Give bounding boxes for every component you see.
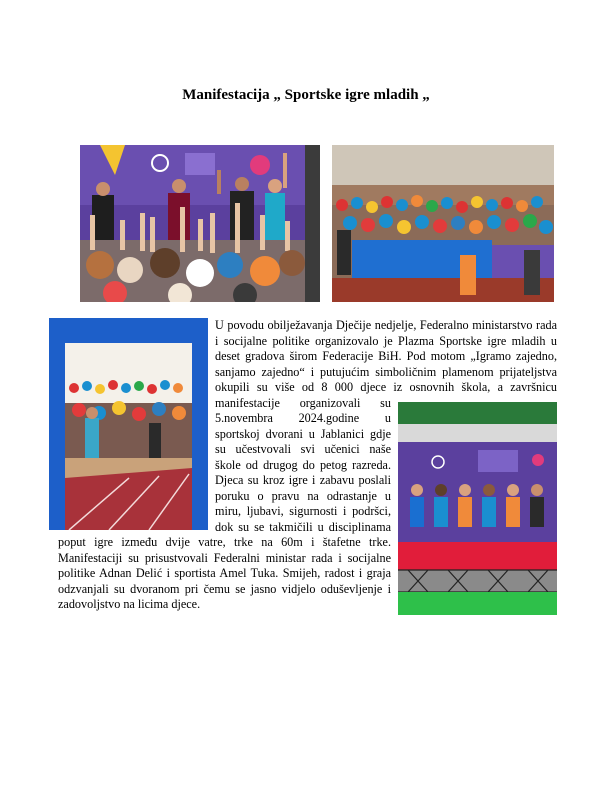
article-line-5: okupili su više od 8 000 djece iz osnovnih škola, a završnicu [215,380,557,394]
page-title: Manifestacija „ Sportske igre mladih „ [182,87,430,103]
article-line-19: zadovoljstvo na licima djece. [58,597,201,611]
article-line-18: odzvanjali su dvoranom pri čemu se jasno vidjelo oduševljenje i [58,581,391,596]
article-line-13: miru, ljubavi, sigurnosti i podršci, [215,504,391,518]
article-line-11: Djeca su kroz igre i zabavu poslali [215,473,391,487]
article-line-6: manifestacije organizovali su [215,395,391,410]
article-line-8: sportskoj dvorani u Jablanici gdje [215,426,391,441]
article-line-16: Manifestaciji su prisustvovali Federalni ministar rada i socijalne [58,550,391,565]
article-line-15: poput igre između dvije vatre, trke na 60m i štafetne trke. [58,535,391,549]
article-line-4: sanjamo zajedno“ i putujućim simboličnim plamenom prijateljstva [215,364,557,379]
photo-gym-crowd-banner [332,145,554,302]
article-line-14: dok su se takmičili u disciplinama [215,519,391,534]
photo-stage-children-hands-up [80,145,320,302]
article-line-12: poruku o pravu na odrastanje u [215,488,391,503]
article-line-9: su učestvovali svi učenici naše [215,442,391,456]
article-line-1: U povodu obilježavanja Dječije nedjelje, Federalno ministarstvo rada [215,318,557,332]
article-line-2: i socijalne politike organizovalo je Plazma Sportske igre mladih u [215,333,557,348]
photo-stage-kids-red-podium [398,402,557,615]
article-line-17: politike Adnan Delić i sportista Amel Tuka. Smijeh, radost i graja [58,566,391,580]
article-line-10: škole od drugog do petog razreda. [215,457,391,472]
article-line-3: deset gradova širom Federacije BiH. Pod motom „Igramo zajedno, [215,349,557,363]
photo-arch-crowd-track [49,318,208,530]
article-line-7: 5.novembra 2024.godine u [215,411,391,425]
